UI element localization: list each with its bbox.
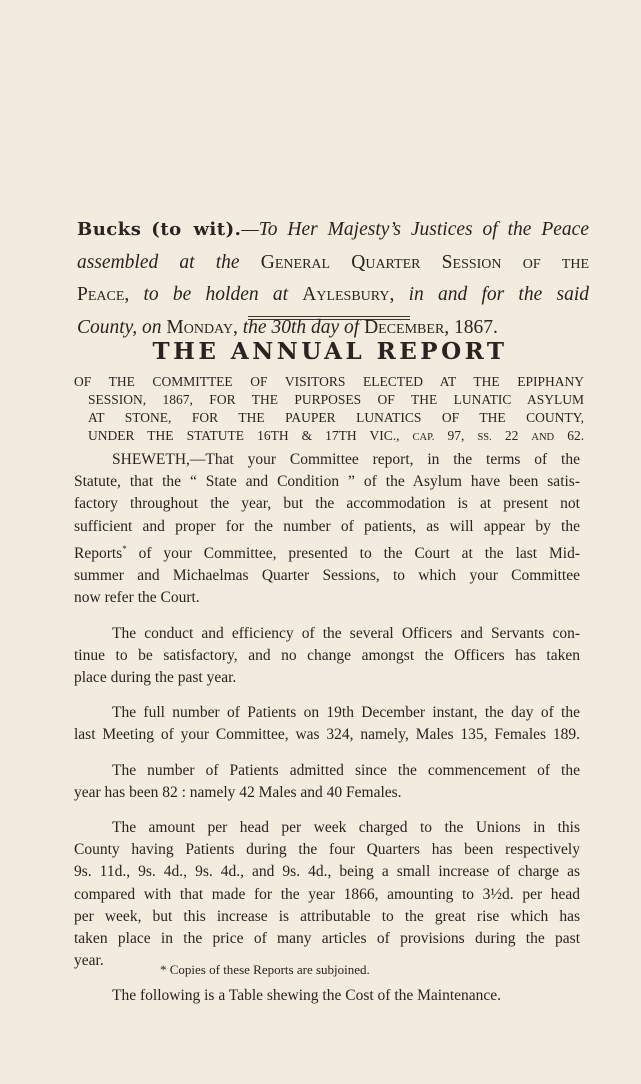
text-line: now refer the Court.	[74, 589, 200, 607]
statute-text: SS.	[477, 432, 492, 443]
text-line: Statute, that the “ State and Condition ” of the Asylum have been satis-	[74, 473, 580, 491]
statute-text: CAP.	[412, 432, 435, 443]
text-line: The full number of Patients on 19th December instant, the day of the	[112, 704, 580, 722]
heading-text: assembled at the	[77, 251, 240, 273]
paragraph-table-intro	[74, 985, 580, 1007]
text-line: The number of Patients admitted since the commencement of the	[112, 761, 580, 779]
subtitle-line: SESSION, 1867, FOR THE PURPOSES OF THE LUNATIC ASYLUM	[88, 392, 584, 407]
weekday: Monday,	[166, 316, 238, 338]
heading-address: —To Her Majesty’s Justices of the Peace	[241, 219, 589, 240]
text-line: The conduct and efficiency of the several Officers and Servants con-	[112, 624, 580, 642]
text-line: year.	[74, 952, 104, 970]
heading-text: in and for the said	[408, 284, 589, 305]
paragraph-admitted	[74, 760, 580, 804]
text-line: year has been 82 : namely 42 Males and 40 Females.	[74, 783, 402, 801]
subtitle-line: AT STONE, FOR THE PAUPER LUNATICS OF THE COUNTY,	[88, 410, 584, 425]
statute-text: 97,	[447, 428, 465, 443]
text-line: last Meeting of your Committee, was 324, namely, Males 135, Females 189.	[74, 726, 580, 744]
text-line: taken place in the price of many articles of provisions during the past	[74, 930, 580, 948]
divider-rule-bottom	[248, 319, 410, 320]
session-date: December, 1867.	[364, 316, 498, 338]
heading-line-2	[77, 247, 589, 280]
heading-text: County,	[77, 316, 138, 338]
report-title: THE ANNUAL REPORT	[152, 338, 508, 365]
footnote: * Copies of these Reports are subjoined.	[160, 962, 370, 977]
paragraph-patients	[74, 702, 580, 746]
statute-text: 22	[504, 428, 519, 443]
county-name: Bucks	[77, 219, 142, 240]
place-name: Aylesbury,	[302, 284, 395, 305]
statute-text: AND	[531, 432, 555, 443]
footnote-marker: *	[122, 543, 127, 554]
text-line	[74, 538, 580, 565]
statute-text: 62.	[567, 428, 585, 443]
heading-line-1	[77, 214, 589, 247]
session-name: General Quarter Session	[260, 251, 502, 273]
subtitle-line	[88, 427, 584, 447]
text-line: SHEWETH,—That your Committee report, in the terms of the	[112, 451, 580, 468]
text-run: of your Committee, presented to the Court at the last Mid-	[138, 544, 581, 562]
paragraph-conduct	[74, 623, 580, 690]
statute-text: UNDER THE STATUTE 16TH & 17TH VIC.,	[88, 428, 400, 443]
text-line: The amount per head per week charged to the Unions in this	[112, 819, 580, 836]
heading-text: of the	[522, 251, 590, 273]
text-line: per week, but this increase is attributable to the great rise which has	[74, 907, 580, 925]
heading-text: Peace,	[77, 284, 130, 305]
paragraph-sheweth	[74, 449, 580, 610]
heading-text: to be holden at	[143, 284, 289, 305]
text-line: County having Patients during the four Quarters has been respectively	[74, 841, 580, 859]
text-line: 9s. 11d., 9s. 4d., 9s. 4d., and 9s. 4d., being a small increase of charge as	[74, 863, 580, 881]
text-line: sufficient and proper for the number of patients, as will appear by the	[74, 517, 580, 535]
text-line: place during the past year.	[74, 668, 237, 686]
report-body	[74, 449, 580, 1021]
heading-line-3	[77, 279, 589, 312]
heading-text: on	[142, 316, 162, 338]
text-line: factory throughout the year, but the accommodation is at present not	[74, 495, 580, 513]
divider-rule-top	[248, 316, 410, 317]
text-line: compared with that made for the year 1866, amounting to 3½d. per head	[74, 885, 580, 903]
text-line: tinue to be satisfactory, and no change amongst the Officers has taken	[74, 646, 580, 664]
report-subtitle	[74, 373, 585, 447]
to-wit: (to wit).	[151, 219, 242, 240]
paragraph-charges	[74, 817, 580, 972]
text-run: Reports	[74, 544, 123, 562]
text-line: The following is a Table shewing the Cost of the Maintenance.	[112, 987, 502, 1005]
heading-text: the 30th day of	[242, 316, 360, 338]
subtitle-line: OF THE COMMITTEE OF VISITORS ELECTED AT THE EPIPHANY	[74, 374, 584, 389]
address-heading	[77, 214, 589, 344]
text-line: summer and Michaelmas Quarter Sessions, to which your Committee	[74, 567, 580, 585]
